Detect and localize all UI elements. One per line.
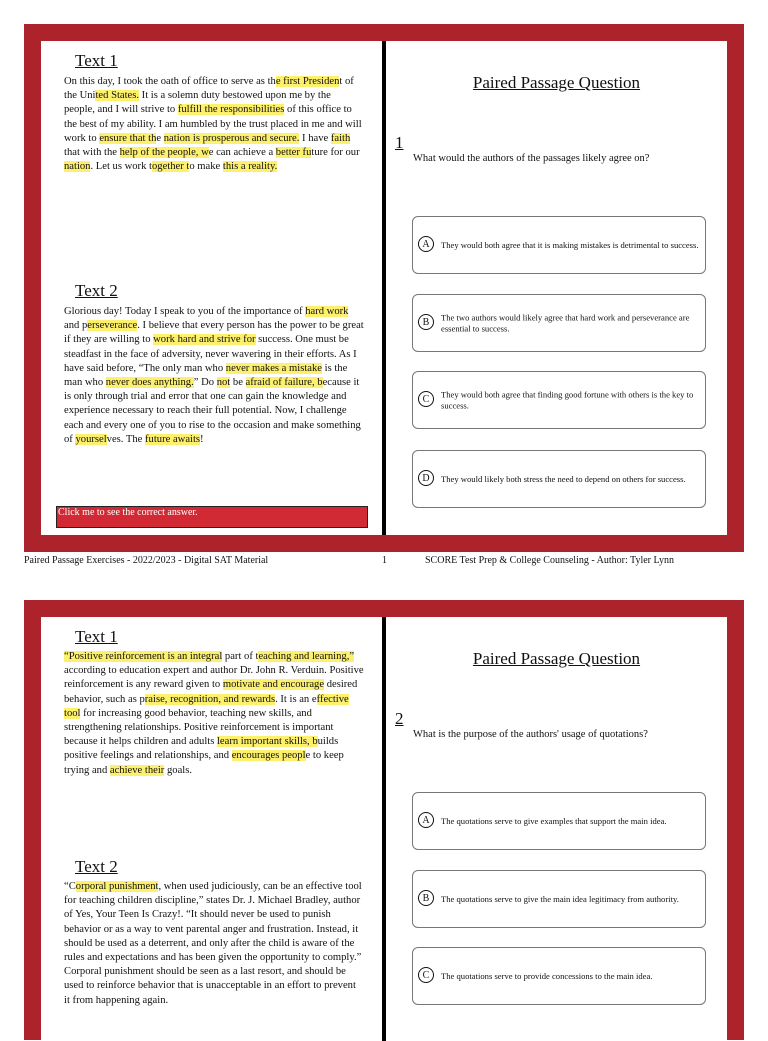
choice-text: The two authors would likely agree that hard work and perseverance are essential to success. bbox=[441, 312, 690, 333]
choice-letter-circle: A bbox=[418, 236, 434, 252]
text1-heading: Text 1 bbox=[75, 51, 118, 70]
passage-text: success. One must be steadfast in the face of adversity, never wavering in their efforts. As I have said before, “The only man who bbox=[64, 334, 357, 374]
highlighted-text: afraid of failure, b bbox=[245, 377, 323, 389]
passage-text: desired behavior, such as p bbox=[64, 679, 358, 705]
choice-text: They would both agree that finding good fortune with others is the key to success. bbox=[441, 389, 694, 410]
question-title: Paired Passage Question bbox=[472, 73, 641, 92]
passage-text: be bbox=[230, 377, 246, 389]
choice-a[interactable] bbox=[412, 792, 706, 850]
passage-text: , when used judiciously, can be an effective tool for teaching children discipline,” states Dr. J. Michael Bradley, author of Yes, Your Teen Is Crazy!. “It should never be used to punish behavior or as a way to vent parental anger and frustration. Instead, it should be used as a deterrent, and only after the child is aware of the rules and expectations and has been given the opportunity to comply.” Corporal punishment should be seen as a last resort, and should be used to reinforce behavior that is unacceptable in an effort to prevent it from happening again. bbox=[64, 881, 362, 1006]
highlighted-text: ted States. bbox=[95, 90, 140, 102]
passage-text: ves. The bbox=[106, 433, 146, 445]
highlighted-text: orporal punishment bbox=[75, 881, 159, 892]
choice-letter-circle: A bbox=[418, 812, 434, 828]
highlighted-text: fulfill the responsibilities bbox=[177, 104, 285, 116]
choice-a[interactable] bbox=[412, 216, 706, 274]
highlighted-text: never makes a mistake bbox=[225, 362, 322, 374]
footer-page-number: 1 bbox=[382, 555, 387, 566]
passage-text: that with the bbox=[64, 147, 120, 159]
question-title: Paired Passage Question bbox=[472, 649, 641, 668]
passages-panel bbox=[41, 617, 382, 1041]
choice-text: The quotations serve to give examples that support the main idea. bbox=[441, 815, 667, 826]
highlighted-text: not bbox=[216, 377, 231, 389]
passage-text: ecause it is only through trial and error that one can gain the knowledge and experience necessary to reach their full potential. Now, I challenge each and every one of you to rise to the occasion and make something of bbox=[64, 377, 361, 445]
highlighted-text: hard work bbox=[305, 306, 349, 317]
highlighted-text: achieve their bbox=[109, 764, 165, 776]
passage-text: for increasing good behavior, teaching new skills, and strengthening relationships. Positive reinforcement is important because it helps children and adults bbox=[64, 707, 334, 748]
passages-panel bbox=[41, 41, 382, 535]
text2-passage bbox=[64, 880, 364, 1008]
choice-letter-circle: C bbox=[418, 967, 434, 983]
choice-text: They would likely both stress the need to depend on others for success. bbox=[441, 473, 686, 484]
choice-text: They would both agree that it is making mistakes is detrimental to success. bbox=[441, 239, 699, 250]
footer-right: SCORE Test Prep & College Counseling - Author: Tyler Lynn bbox=[425, 555, 675, 566]
passage-text: Glorious day! Today I speak to you of the importance of bbox=[64, 306, 306, 317]
highlighted-text: motivate and bbox=[222, 679, 281, 691]
exercise-page-2 bbox=[24, 600, 744, 1040]
choice-letter-circle: B bbox=[418, 890, 434, 906]
passage-text: e bbox=[156, 132, 164, 144]
passage-text: . Let us work t bbox=[90, 161, 152, 173]
highlighted-text: eaching and learning,” bbox=[258, 651, 355, 662]
question-panel bbox=[386, 617, 727, 1041]
passage-text: according to education expert and author Dr. John R. Verduin. Positive reinforcement is any reward given to bbox=[64, 665, 364, 691]
passage-text: ture for our bbox=[311, 147, 360, 159]
highlighted-text: never does anything. bbox=[105, 377, 194, 389]
choice-letter-circle: C bbox=[418, 391, 434, 407]
passage-text: and p bbox=[64, 320, 88, 332]
question-text: What is the purpose of the authors' usage of quotations? bbox=[413, 729, 648, 740]
choice-c[interactable] bbox=[412, 371, 706, 429]
exercise-page-1 bbox=[24, 24, 744, 552]
highlighted-text: yoursel bbox=[75, 433, 107, 445]
passage-text: ! bbox=[200, 433, 204, 445]
highlighted-text: raise, recognition, and rewards bbox=[144, 693, 276, 705]
question-text: What would the authors of the passages likely agree on? bbox=[413, 153, 650, 164]
highlighted-text: work hard and strive for bbox=[153, 334, 256, 346]
passage-text: is the man who bbox=[64, 362, 348, 389]
passage-text: of this office to the best of my ability. I am humbled by the trust placed in me and will work to bbox=[64, 104, 362, 144]
choice-text: The quotations serve to give the main idea legitimacy from authority. bbox=[441, 893, 679, 904]
passage-text: uilds positive feelings and relationships, and bbox=[64, 736, 339, 762]
choice-d[interactable] bbox=[412, 450, 706, 508]
highlighted-text: erseverance bbox=[87, 320, 138, 332]
show-answer-button[interactable]: Click me to see the correct answer. bbox=[56, 506, 368, 528]
highlighted-text: ogether t bbox=[151, 161, 190, 173]
highlighted-text: ensure that th bbox=[99, 132, 157, 144]
passage-text: “C bbox=[64, 881, 76, 892]
highlighted-text: help of the people, w bbox=[119, 147, 209, 159]
passage-text: e to keep trying and bbox=[64, 750, 344, 776]
passage-text: t of the Uni bbox=[64, 76, 354, 102]
passage-text: ” Do bbox=[193, 377, 217, 389]
choice-letter-circle: B bbox=[418, 314, 434, 330]
footer-left: Paired Passage Exercises - 2022/2023 - Digital SAT Material bbox=[24, 555, 269, 566]
choice-b[interactable] bbox=[412, 294, 706, 352]
question-panel bbox=[386, 41, 727, 535]
text1-heading: Text 1 bbox=[75, 627, 118, 646]
passage-text: . It is an e bbox=[275, 693, 317, 705]
passage-text: I have bbox=[299, 132, 331, 144]
highlighted-text: future awaits bbox=[145, 433, 201, 445]
passage-text: goals. bbox=[164, 764, 192, 776]
highlighted-text: nation is prosperous and secure. bbox=[163, 132, 300, 144]
highlighted-text: encourages peopl bbox=[231, 750, 306, 762]
highlighted-text: nation bbox=[64, 161, 91, 173]
question-number: 2 bbox=[395, 709, 404, 728]
highlighted-text: ffective tool bbox=[64, 693, 349, 719]
passage-text: part of t bbox=[222, 651, 259, 662]
passage-text: It is a solemn duty bestowed upon me by the people, and I will strive to bbox=[64, 90, 331, 116]
highlighted-text: better fu bbox=[275, 147, 312, 159]
passage-text: On this day, I took the oath of office to serve as th bbox=[64, 76, 276, 87]
choice-b[interactable] bbox=[412, 870, 706, 928]
choice-text: The quotations serve to provide concessions to the main idea. bbox=[441, 970, 653, 981]
highlighted-text: encourage bbox=[280, 679, 325, 691]
choice-letter-circle: D bbox=[418, 470, 434, 486]
passage-text: e can achieve a bbox=[208, 147, 276, 159]
passage-text: . I believe that every person has the power to be great if they are willing to bbox=[64, 320, 364, 346]
text1-passage bbox=[64, 650, 364, 778]
highlighted-text: this a reality. bbox=[222, 161, 278, 173]
choice-c[interactable] bbox=[412, 947, 706, 1005]
text2-heading: Text 2 bbox=[75, 281, 118, 300]
text2-passage bbox=[64, 305, 364, 447]
highlighted-text: faith bbox=[330, 132, 351, 144]
passage-text: o make bbox=[189, 161, 223, 173]
text1-passage bbox=[64, 75, 364, 174]
highlighted-text: “Positive reinforcement is an integral bbox=[64, 651, 223, 662]
highlighted-text: e first Presiden bbox=[275, 76, 340, 87]
text2-heading: Text 2 bbox=[75, 857, 118, 876]
question-number: 1 bbox=[395, 133, 404, 152]
highlighted-text: learn important skills, b bbox=[216, 736, 318, 748]
